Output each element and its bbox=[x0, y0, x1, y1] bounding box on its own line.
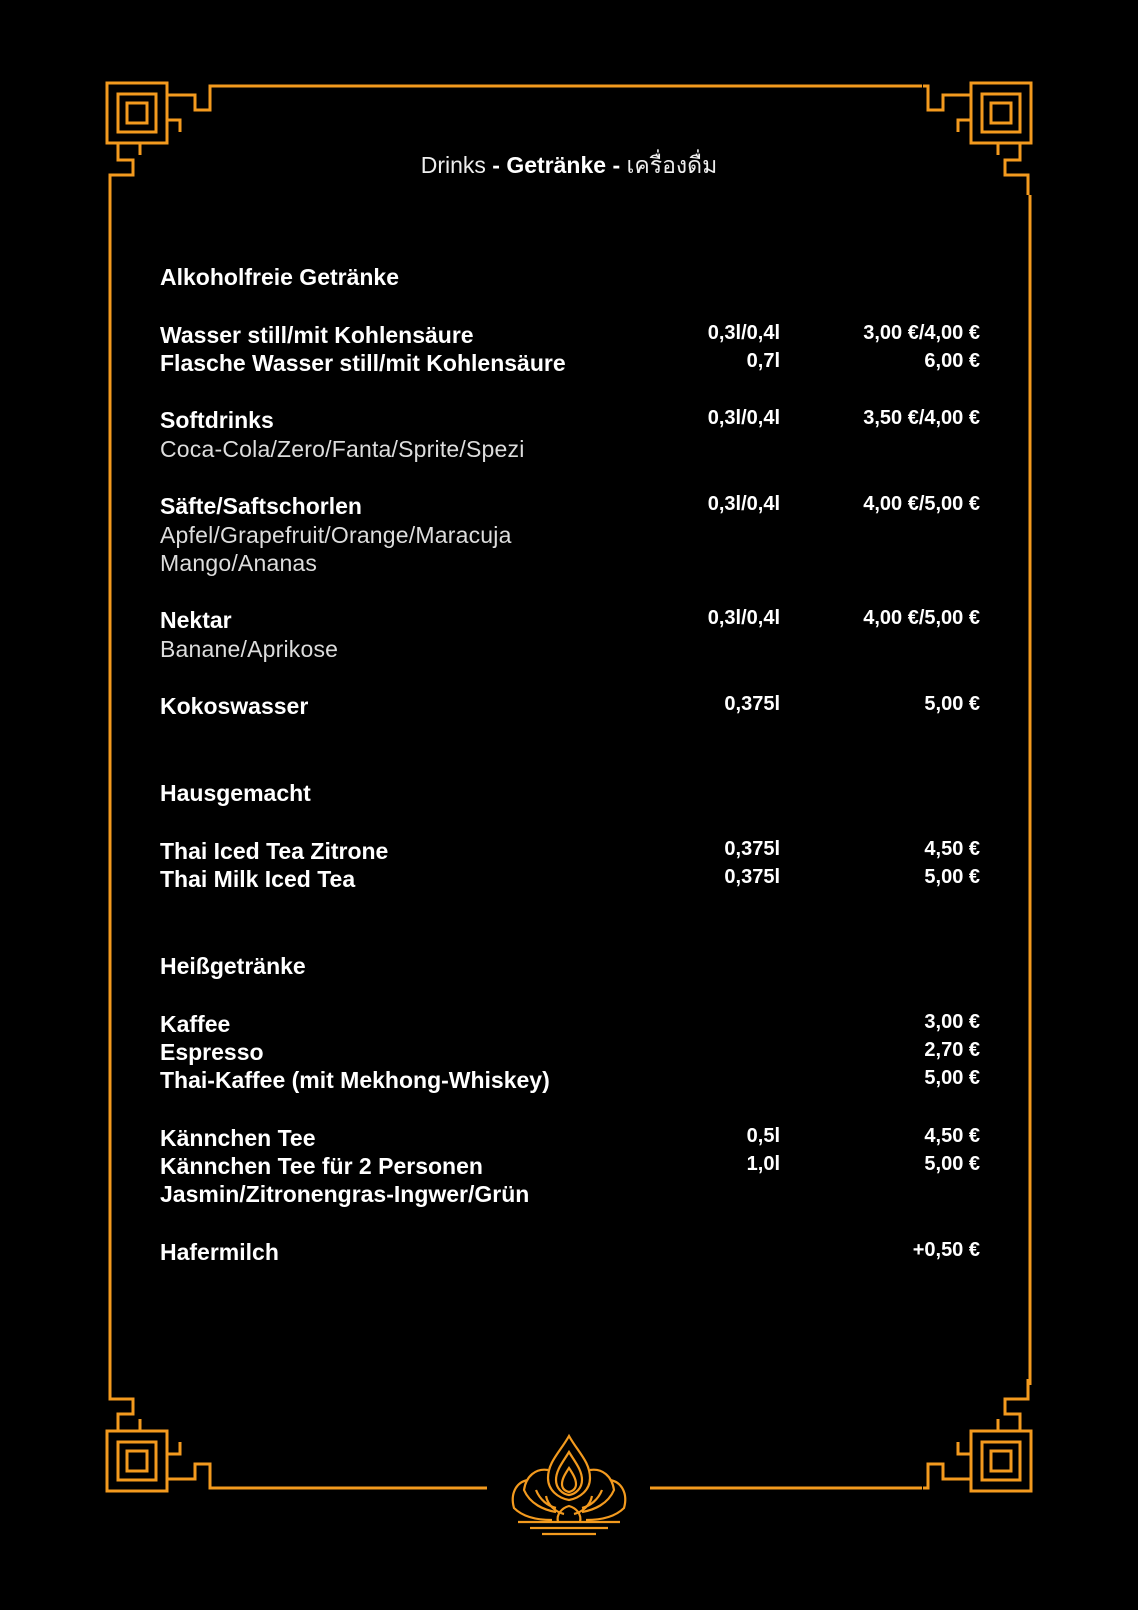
item-price: 4,00 €/5,00 € bbox=[863, 493, 980, 515]
item-name: Thai Iced Tea Zitrone bbox=[160, 838, 389, 864]
corner-ornament-bottom-right bbox=[923, 1379, 1031, 1491]
menu-item bbox=[160, 1067, 980, 1097]
item-size: 0,5l bbox=[746, 1125, 780, 1147]
item-note: Coca-Cola/Zero/Fanta/Sprite/Spezi bbox=[160, 436, 525, 462]
item-size: 0,3l/0,4l bbox=[707, 407, 780, 429]
item-name: Softdrinks bbox=[160, 407, 274, 433]
item-price: 2,70 € bbox=[924, 1039, 980, 1061]
item-size: 0,3l/0,4l bbox=[707, 607, 780, 629]
page-title bbox=[0, 148, 1138, 184]
item-name: Flasche Wasser still/mit Kohlensäure bbox=[160, 350, 566, 376]
item-name: Espresso bbox=[160, 1039, 264, 1065]
item-size: 1,0l bbox=[746, 1153, 780, 1175]
title-thai: เครื่องดื่ม bbox=[626, 152, 718, 178]
menu-item bbox=[160, 1011, 980, 1041]
item-price: 3,00 €/4,00 € bbox=[863, 322, 980, 344]
menu-item bbox=[160, 838, 980, 868]
item-name: Kaffee bbox=[160, 1011, 231, 1037]
item-price: 5,00 € bbox=[924, 1153, 980, 1175]
menu-item bbox=[160, 1239, 980, 1269]
lotus-emblem-icon bbox=[513, 1436, 625, 1534]
item-name: Kokoswasser bbox=[160, 693, 309, 719]
item-note: Banane/Aprikose bbox=[160, 636, 339, 662]
item-price: 4,50 € bbox=[924, 838, 980, 860]
item-price: 4,50 € bbox=[924, 1125, 980, 1147]
item-name: Wasser still/mit Kohlensäure bbox=[160, 322, 474, 348]
item-size: 0,375l bbox=[724, 693, 780, 715]
item-name: Kännchen Tee bbox=[160, 1125, 316, 1151]
section-heading: Hausgemacht bbox=[160, 780, 311, 806]
title-getraenke: Getränke bbox=[506, 152, 607, 178]
item-size: 0,375l bbox=[724, 838, 780, 860]
section-heading: Alkoholfreie Getränke bbox=[160, 264, 400, 290]
item-size: 0,7l bbox=[746, 350, 780, 372]
menu-item bbox=[160, 1125, 980, 1155]
menu-item bbox=[160, 866, 980, 896]
item-price: +0,50 € bbox=[912, 1239, 980, 1261]
section-heading: Heißgetränke bbox=[160, 953, 306, 979]
item-name: Säfte/Saftschorlen bbox=[160, 493, 362, 519]
corner-ornament-bottom-left bbox=[107, 1379, 215, 1491]
item-note: Apfel/Grapefruit/Orange/Maracuja bbox=[160, 522, 512, 548]
menu-item bbox=[160, 693, 980, 723]
title-separator: - bbox=[485, 152, 507, 178]
item-size: 0,3l/0,4l bbox=[707, 493, 780, 515]
item-name: Nektar bbox=[160, 607, 232, 633]
menu-item bbox=[160, 1153, 980, 1183]
item-size: 0,375l bbox=[724, 866, 780, 888]
item-price: 5,00 € bbox=[924, 1067, 980, 1089]
item-name: Hafermilch bbox=[160, 1239, 279, 1265]
item-name: Thai-Kaffee (mit Mekhong-Whiskey) bbox=[160, 1067, 550, 1093]
menu-item bbox=[160, 322, 980, 352]
menu-item bbox=[160, 1181, 980, 1211]
item-name: Thai Milk Iced Tea bbox=[160, 866, 356, 892]
item-size: 0,3l/0,4l bbox=[707, 322, 780, 344]
item-price: 3,00 € bbox=[924, 1011, 980, 1033]
item-note: Mango/Ananas bbox=[160, 550, 318, 576]
menu-item bbox=[160, 1039, 980, 1069]
menu-item bbox=[160, 350, 980, 380]
menu-item bbox=[160, 407, 980, 437]
item-price: 3,50 €/4,00 € bbox=[863, 407, 980, 429]
title-drinks: Drinks bbox=[420, 152, 486, 178]
item-price: 5,00 € bbox=[924, 693, 980, 715]
item-price: 4,00 €/5,00 € bbox=[863, 607, 980, 629]
item-name: Jasmin/Zitronengras-Ingwer/Grün bbox=[160, 1181, 530, 1207]
menu-item bbox=[160, 607, 980, 637]
menu-item bbox=[160, 493, 980, 523]
item-price: 5,00 € bbox=[924, 866, 980, 888]
item-name: Kännchen Tee für 2 Personen bbox=[160, 1153, 483, 1179]
item-price: 6,00 € bbox=[924, 350, 980, 372]
title-separator: - bbox=[606, 152, 627, 178]
